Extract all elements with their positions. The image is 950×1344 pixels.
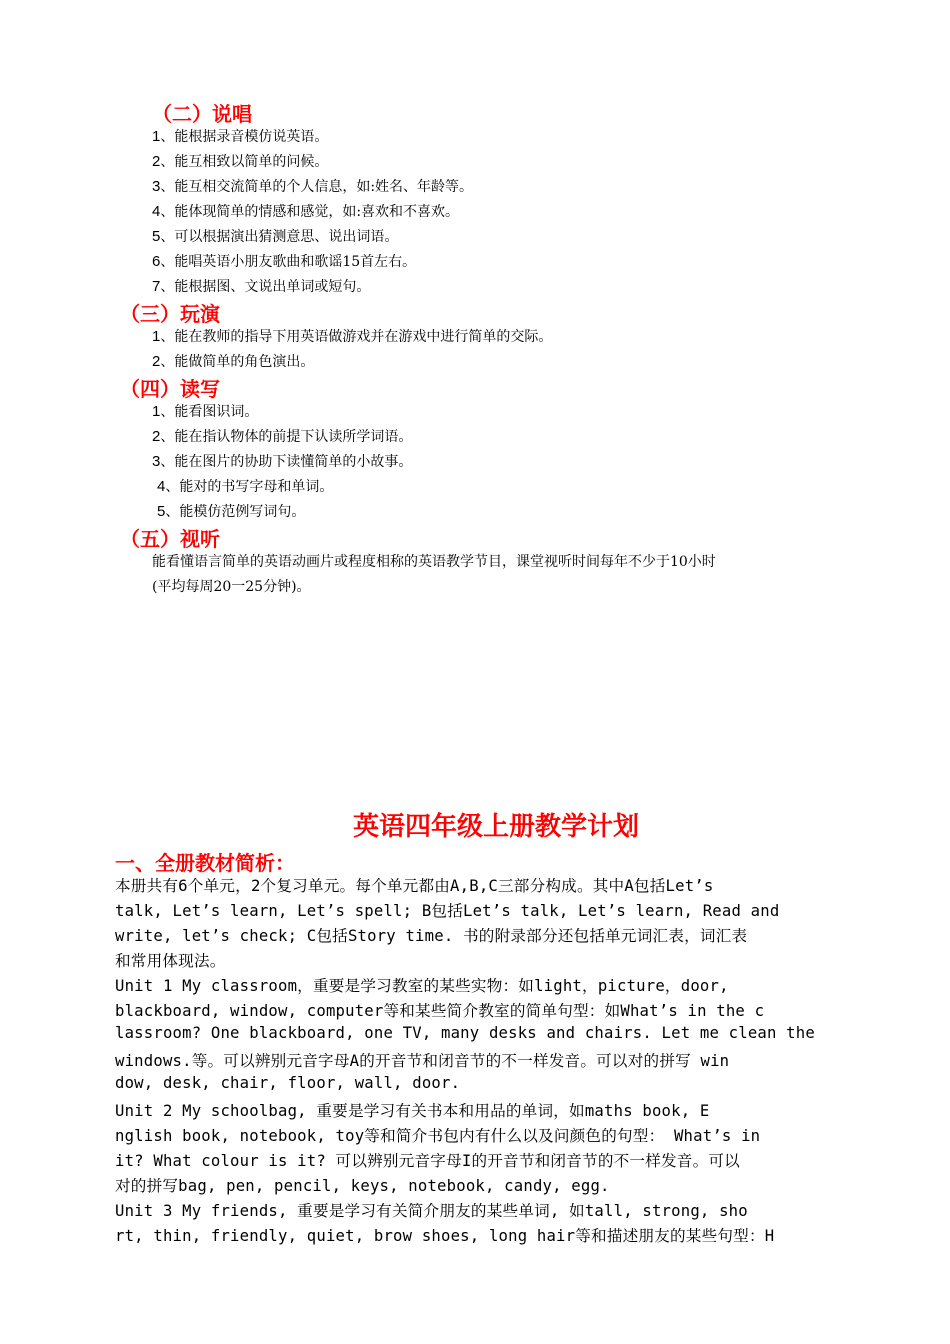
paragraph-line: 本册共有6个单元，2个复习单元。每个单元都由A,B,C三部分构成。其中A包括Let’s (115, 877, 714, 895)
paragraph-line: talk, Let’s learn, Let’s spell; B包括Let’s talk, Let’s learn, Read and (115, 902, 780, 920)
section-heading-textbook-analysis: 一、全册教材简析： (115, 851, 295, 875)
list-item: 4、能对的书写字母和单词。 (157, 478, 334, 495)
paragraph-line: Unit 3 My friends, 重要是学习有关简介朋友的某些单词, 如tall, strong, sho (115, 1202, 748, 1220)
paragraph-line: blackboard, window, computer等和某些简介教室的简单句型：如What’s in the c (115, 1002, 765, 1020)
list-item: 1、能根据录音模仿说英语。 (152, 128, 329, 145)
list-item: 5、能模仿范例写词句。 (157, 503, 306, 520)
paragraph-line: Unit 2 My schoolbag, 重要是学习有关书本和用品的单词，如maths book, E (115, 1102, 710, 1120)
list-item: 5、可以根据演出猜测意思、说出词语。 (152, 228, 399, 245)
section-heading-read-write: （四）读写 (120, 377, 220, 401)
paragraph-line: dow, desk, chair, floor, wall, door. (115, 1074, 461, 1092)
paragraph-line: 能看懂语言简单的英语动画片或程度相称的英语教学节目，课堂视听时间每年不少于10小时 (152, 554, 716, 570)
paragraph-line: windows.等。可以辨别元音字母A的开音节和闭音节的不一样发音。可以对的拼写 win (115, 1052, 730, 1070)
paragraph-line: rt, thin, friendly, quiet, brow shoes, long hair等和描述朋友的某些句型：H (115, 1227, 775, 1245)
list-item: 2、能在指认物体的前提下认读所学词语。 (152, 428, 413, 445)
paragraph-line: (平均每周20一25分钟)。 (152, 579, 311, 595)
list-item: 4、能体现简单的情感和感觉，如:喜欢和不喜欢。 (152, 203, 460, 220)
paragraph-line: lassroom? One blackboard, one TV, many desks and chairs. Let me clean the (115, 1024, 815, 1042)
document-title: 英语四年级上册教学计划 (353, 812, 640, 842)
paragraph-line: write, let’s check; C包括Story time. 书的附录部分还包括单元词汇表，词汇表 (115, 927, 748, 945)
list-item: 2、能互相致以简单的问候。 (152, 153, 329, 170)
paragraph-line: nglish book, notebook, toy等和简介书包内有什么以及问颜色的句型： What’s in (115, 1127, 761, 1145)
section-heading-speak-sing: （二）说唱 (152, 102, 252, 126)
paragraph-line: 和常用体现法。 (115, 952, 226, 970)
list-item: 2、能做简单的角色演出。 (152, 353, 315, 370)
list-item: 3、能在图片的协助下读懂简单的小故事。 (152, 453, 413, 470)
list-item: 7、能根据图、文说出单词或短句。 (152, 278, 371, 295)
list-item: 3、能互相交流简单的个人信息，如:姓名、年龄等。 (152, 178, 474, 195)
list-item: 1、能看图识词。 (152, 403, 259, 420)
paragraph-line: Unit 1 My classroom，重要是学习教室的某些实物：如light，picture，door, (115, 977, 729, 995)
paragraph-line: 对的拼写bag, pen, pencil, keys, notebook, candy, egg. (115, 1177, 610, 1195)
list-item: 1、能在教师的指导下用英语做游戏并在游戏中进行简单的交际。 (152, 328, 553, 345)
section-heading-view-listen: （五）视听 (120, 527, 220, 551)
section-heading-play-act: （三）玩演 (120, 302, 220, 326)
paragraph-line: it? What colour is it? 可以辨别元音字母I的开音节和闭音节的不一样发音。可以 (115, 1152, 740, 1170)
list-item: 6、能唱英语小朋友歌曲和歌谣15首左右。 (152, 253, 417, 270)
